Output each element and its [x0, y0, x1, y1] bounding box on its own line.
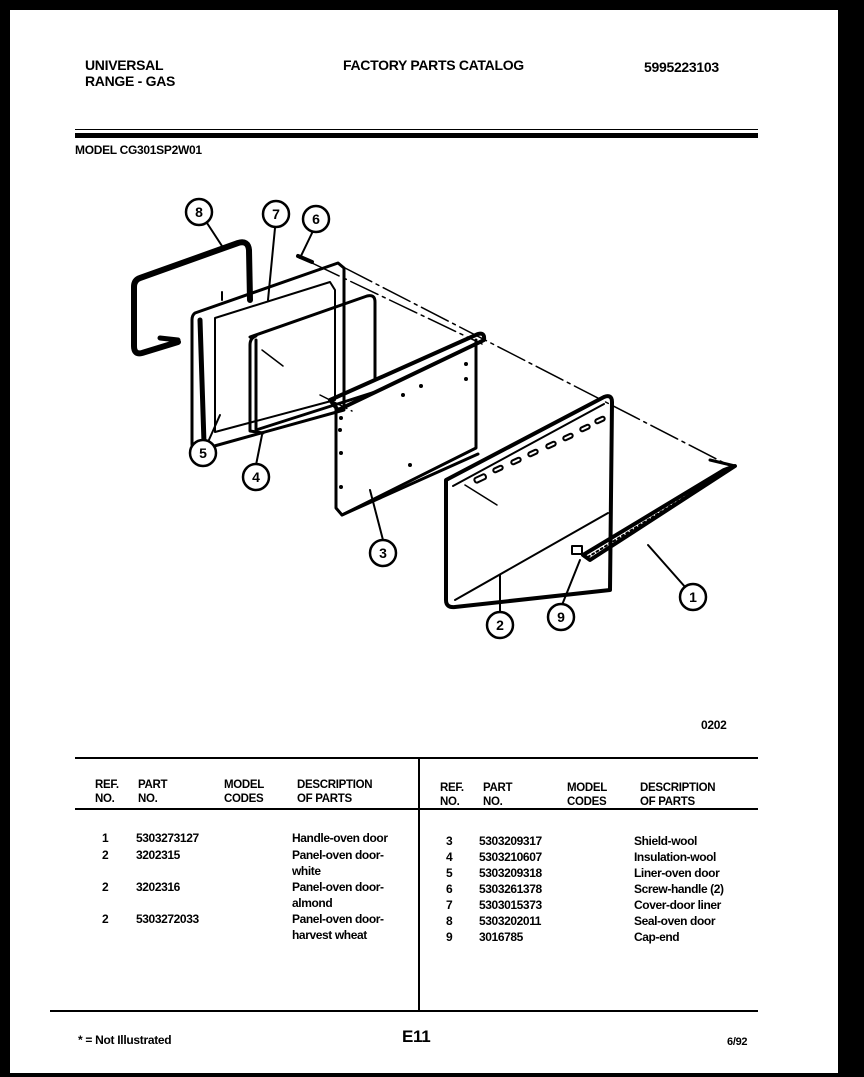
header-rule-thin	[75, 129, 758, 130]
description: Handle-oven door	[292, 831, 388, 845]
table-divider	[418, 757, 420, 1011]
catalog-number: 5995223103	[644, 59, 719, 75]
description: Screw-handle (2)	[634, 882, 724, 896]
table-bottom-rule	[50, 1010, 758, 1012]
callout-3	[370, 540, 396, 566]
ref-no: 3	[446, 834, 453, 848]
part-no: 3202316	[136, 880, 180, 894]
not-illustrated-footnote: * = Not Illustrated	[78, 1033, 172, 1047]
part-no: 5303272033	[136, 912, 199, 926]
description: Cover-door liner	[634, 898, 721, 912]
callout-9	[548, 604, 574, 630]
part-no: 5303210607	[479, 850, 542, 864]
header-description-right: DESCRIPTION OF PARTS	[640, 782, 716, 808]
description: Liner-oven door	[634, 866, 720, 880]
header-rule-thick	[75, 133, 758, 138]
ref-no: 2	[102, 848, 109, 862]
brand-name: UNIVERSAL	[85, 57, 164, 73]
part-no: 5303261378	[479, 882, 542, 896]
product-type: RANGE - GAS	[85, 73, 176, 89]
svg-text:8: 8	[195, 204, 203, 220]
description: Insulation-wool	[634, 850, 716, 864]
svg-text:7: 7	[272, 206, 280, 222]
ref-no: 6	[446, 882, 453, 896]
part-no: 5303202011	[479, 914, 542, 928]
svg-text:6: 6	[312, 211, 320, 227]
description-cont: white	[292, 864, 321, 878]
figure-code: 0202	[701, 718, 727, 732]
description: Panel-oven door-	[292, 848, 384, 862]
callout-6	[303, 206, 329, 232]
description: Panel-oven door-	[292, 880, 384, 894]
callout-7	[263, 201, 289, 227]
svg-text:3: 3	[379, 545, 387, 561]
ref-no: 7	[446, 898, 453, 912]
callout-2	[487, 612, 513, 638]
table-header-rule-left	[75, 808, 418, 810]
exploded-parts-diagram	[100, 180, 760, 650]
svg-text:4: 4	[252, 469, 260, 485]
svg-text:1: 1	[689, 589, 697, 605]
description: Shield-wool	[634, 834, 697, 848]
ref-no: 4	[446, 850, 453, 864]
description-cont: harvest wheat	[292, 928, 367, 942]
header-description-left: DESCRIPTION OF PARTS	[297, 779, 373, 805]
part-no: 5303209318	[479, 866, 542, 880]
part-no: 5303015373	[479, 898, 542, 912]
model-number: MODEL CG301SP2W01	[75, 143, 202, 157]
handle-oven-door-part	[583, 460, 735, 560]
revision-date: 6/92	[727, 1036, 748, 1048]
callout-8	[186, 199, 212, 225]
brand-block	[85, 57, 175, 89]
callout-5	[190, 440, 216, 466]
header-model-codes-left: MODEL CODES	[224, 779, 265, 805]
part-no: 5303209317	[479, 834, 542, 848]
callout-1	[680, 584, 706, 610]
ref-no: 8	[446, 914, 453, 928]
part-no: 3202315	[136, 848, 180, 862]
svg-text:9: 9	[557, 609, 565, 625]
ref-no: 9	[446, 930, 453, 944]
part-no: 5303273127	[136, 831, 199, 845]
panel-oven-door-part	[446, 396, 612, 607]
cap-end-part	[572, 546, 582, 554]
ref-no: 2	[102, 880, 109, 894]
page-number: E11	[402, 1027, 431, 1046]
shield-wool-part	[330, 334, 484, 515]
description-cont: almond	[292, 896, 333, 910]
ref-no: 1	[102, 831, 109, 845]
description: Cap-end	[634, 930, 680, 944]
description: Panel-oven door-	[292, 912, 384, 926]
svg-text:2: 2	[496, 617, 504, 633]
insulation-wool-part	[250, 296, 375, 433]
svg-text:5: 5	[199, 445, 207, 461]
callout-4	[243, 464, 269, 490]
ref-no: 5	[446, 866, 453, 880]
description: Seal-oven door	[634, 914, 716, 928]
header-model-codes-right: MODEL CODES	[567, 782, 608, 808]
part-no: 3016785	[479, 930, 523, 944]
header-ref-no-right: REF. NO.	[440, 782, 464, 808]
header-part-no-right: PART NO.	[483, 782, 513, 808]
header-part-no-left: PART NO.	[138, 779, 168, 805]
ref-no: 2	[102, 912, 109, 926]
header-ref-no-left: REF. NO.	[95, 779, 119, 805]
table-top-rule	[75, 757, 758, 759]
page-title: FACTORY PARTS CATALOG	[343, 57, 524, 73]
